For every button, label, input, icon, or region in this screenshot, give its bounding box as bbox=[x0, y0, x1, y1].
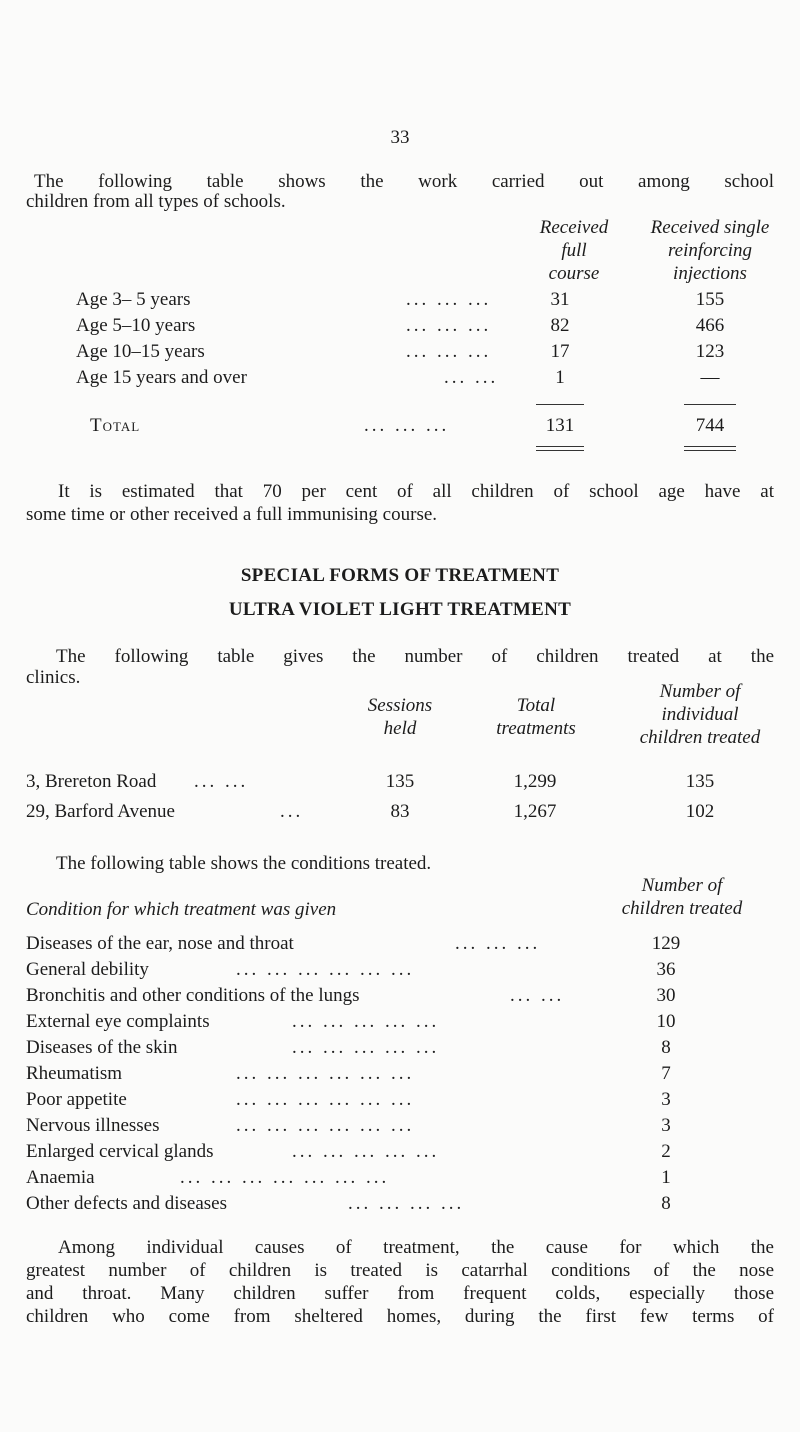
individual-value: 102 bbox=[685, 801, 715, 822]
intro-line-1: The following table shows the work carried out among school bbox=[34, 171, 774, 192]
total-treatments-header: Total treatments bbox=[496, 695, 576, 739]
count-value: 30 bbox=[656, 985, 676, 1006]
estimate-line-2: some time or other received a full immunising course. bbox=[26, 504, 438, 525]
subtotal-rule bbox=[536, 404, 584, 405]
condition-label: External eye complaints bbox=[26, 1011, 210, 1032]
condition-label: Diseases of the skin bbox=[26, 1037, 178, 1058]
condition-label: Poor appetite bbox=[26, 1089, 127, 1110]
individual-value: 135 bbox=[685, 771, 715, 792]
sessions-header: Sessions held bbox=[367, 695, 433, 739]
intro-line-2: children from all types of schools. bbox=[26, 191, 286, 212]
leader-dots: ... ... ... bbox=[406, 289, 492, 310]
subtotal-rule bbox=[684, 404, 736, 405]
closing-paragraph bbox=[26, 1236, 774, 1328]
leader-dots: ... ... ... ... bbox=[348, 1193, 465, 1214]
treatments-value: 1,299 bbox=[513, 771, 557, 792]
closing-line-2: greatest number of children is treated is catarrhal conditions of the nose bbox=[26, 1260, 774, 1281]
full-course-value: 17 bbox=[550, 341, 570, 362]
leader-dots: ... ... ... ... ... bbox=[292, 1011, 440, 1032]
estimate-line-1: It is estimated that 70 per cent of all children of school age have at bbox=[58, 481, 774, 502]
table-row-label: Age 10–15 years bbox=[76, 341, 205, 362]
count-value: 36 bbox=[656, 959, 676, 980]
clinics-line-2: clinics. bbox=[26, 667, 81, 688]
leader-dots: ... ... ... ... ... bbox=[292, 1037, 440, 1058]
reinforcing-value: 155 bbox=[695, 289, 725, 310]
leader-dots: ... ... ... bbox=[364, 415, 450, 436]
count-value: 129 bbox=[651, 933, 681, 954]
leader-dots: ... ... bbox=[510, 985, 565, 1006]
sessions-value: 83 bbox=[390, 801, 410, 822]
total-double-rule bbox=[536, 446, 584, 447]
count-value: 1 bbox=[661, 1167, 671, 1188]
leader-dots: ... ... ... ... ... ... bbox=[236, 1063, 415, 1084]
total-label: Total bbox=[90, 415, 141, 436]
section-heading: SPECIAL FORMS OF TREATMENT bbox=[240, 565, 560, 586]
reinforcing-header: Received single reinforcing injections bbox=[650, 217, 770, 284]
count-header: Number of children treated bbox=[621, 875, 743, 919]
count-value: 3 bbox=[661, 1089, 671, 1110]
estimate-paragraph bbox=[26, 480, 774, 526]
condition-label: Other defects and diseases bbox=[26, 1193, 228, 1214]
condition-label: Enlarged cervical glands bbox=[26, 1141, 214, 1162]
closing-line-4: children who come from sheltered homes, during the first few terms of bbox=[26, 1306, 774, 1327]
condition-label: Rheumatism bbox=[26, 1063, 123, 1084]
count-value: 2 bbox=[661, 1141, 671, 1162]
full-course-value: 82 bbox=[550, 315, 570, 336]
leader-dots: ... bbox=[280, 801, 304, 822]
conditions-intro: The following table shows the conditions treated. bbox=[56, 853, 432, 874]
leader-dots: ... ... ... ... ... ... bbox=[236, 959, 415, 980]
total-double-rule bbox=[684, 446, 736, 447]
count-value: 8 bbox=[661, 1037, 671, 1058]
count-value: 10 bbox=[656, 1011, 676, 1032]
reinforcing-value: 466 bbox=[695, 315, 725, 336]
total-full-course: 131 bbox=[545, 415, 575, 436]
intro-paragraph bbox=[26, 170, 774, 213]
total-double-rule bbox=[684, 450, 736, 451]
subsection-heading: ULTRA VIOLET LIGHT TREATMENT bbox=[228, 599, 572, 620]
individual-children-header: Number of individual children treated bbox=[639, 681, 761, 748]
total-reinforcing: 744 bbox=[695, 415, 725, 436]
condition-header: Condition for which treatment was given bbox=[26, 899, 337, 920]
leader-dots: ... ... ... bbox=[406, 341, 492, 362]
condition-label: Diseases of the ear, nose and throat bbox=[26, 933, 294, 954]
page-number: 33 bbox=[390, 127, 410, 148]
clinics-line-1: The following table gives the number of children treated at the bbox=[56, 646, 774, 667]
clinic-name: 3, Brereton Road bbox=[26, 771, 157, 792]
closing-line-3: and throat. Many children suffer from frequent colds, especially those bbox=[26, 1283, 774, 1304]
condition-label: Anaemia bbox=[26, 1167, 95, 1188]
count-value: 8 bbox=[661, 1193, 671, 1214]
full-course-value: 31 bbox=[550, 289, 570, 310]
leader-dots: ... ... ... ... ... ... bbox=[236, 1115, 415, 1136]
leader-dots: ... ... ... bbox=[455, 933, 541, 954]
condition-label: General debility bbox=[26, 959, 149, 980]
condition-label: Nervous illnesses bbox=[26, 1115, 160, 1136]
condition-label: Bronchitis and other conditions of the lungs bbox=[26, 985, 360, 1006]
clinic-name: 29, Barford Avenue bbox=[26, 801, 175, 822]
sessions-value: 135 bbox=[385, 771, 415, 792]
full-course-header: Received full course bbox=[539, 217, 609, 284]
reinforcing-value: 123 bbox=[695, 341, 725, 362]
table-row-label: Age 15 years and over bbox=[76, 367, 247, 388]
leader-dots: ... ... ... ... ... ... bbox=[236, 1089, 415, 1110]
leader-dots: ... ... ... ... ... bbox=[292, 1141, 440, 1162]
leader-dots: ... ... bbox=[444, 367, 499, 388]
count-value: 7 bbox=[661, 1063, 671, 1084]
total-double-rule bbox=[536, 450, 584, 451]
table-row-label: Age 5–10 years bbox=[76, 315, 196, 336]
full-course-value: 1 bbox=[555, 367, 565, 388]
treatments-value: 1,267 bbox=[513, 801, 557, 822]
table-row-label: Age 3– 5 years bbox=[76, 289, 191, 310]
closing-line-1: Among individual causes of treatment, the cause for which the bbox=[58, 1237, 774, 1258]
leader-dots: ... ... ... ... ... ... ... bbox=[180, 1167, 390, 1188]
leader-dots: ... ... ... bbox=[406, 315, 492, 336]
reinforcing-value: — bbox=[700, 367, 720, 388]
count-value: 3 bbox=[661, 1115, 671, 1136]
leader-dots: ... ... bbox=[194, 771, 249, 792]
